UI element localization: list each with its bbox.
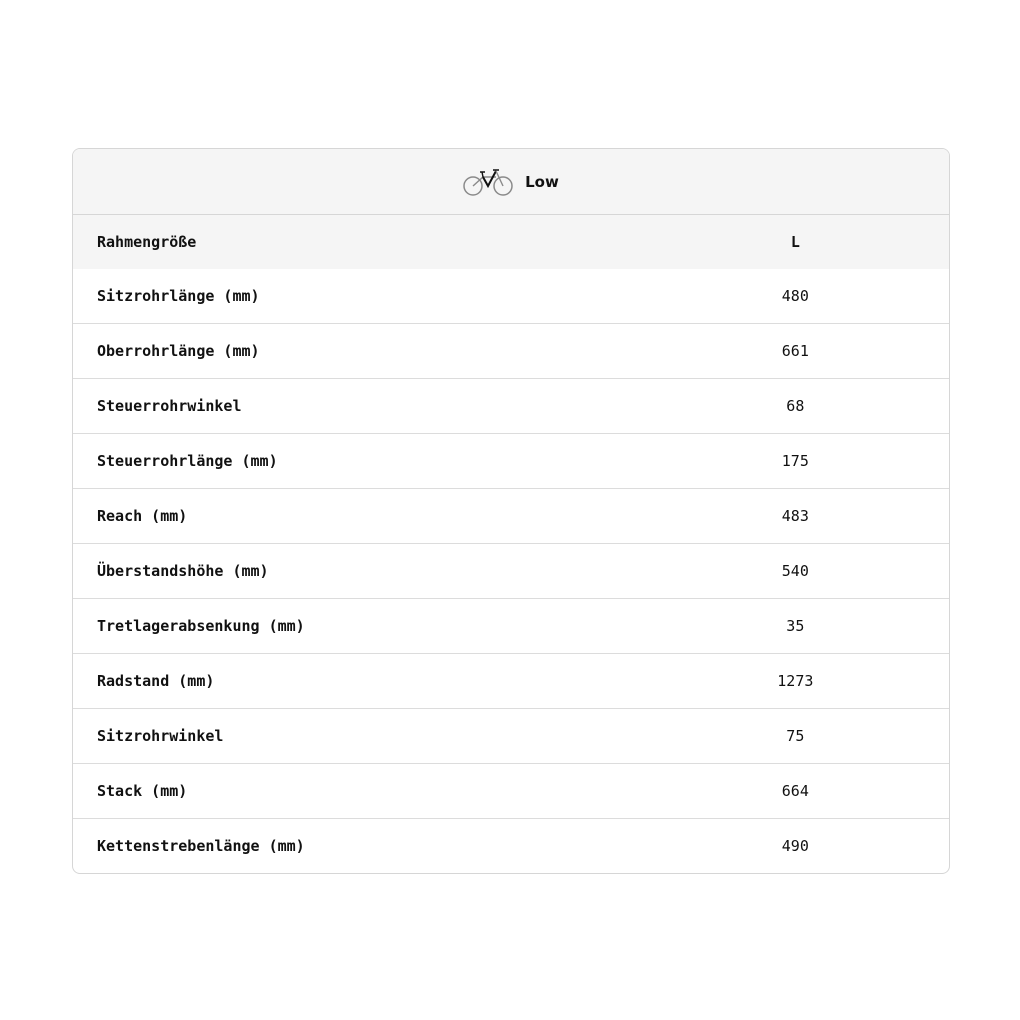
table-row <box>73 819 949 873</box>
row-label: Sitzrohrlänge (mm) <box>97 287 260 305</box>
frame-size-label: Rahmengröße <box>97 233 197 251</box>
row-label: Tretlagerabsenkung (mm) <box>97 617 305 635</box>
table-row <box>73 489 949 544</box>
row-value: 35 <box>786 617 805 635</box>
row-label: Stack (mm) <box>97 782 188 800</box>
row-value: 661 <box>781 342 809 360</box>
table-row <box>73 269 949 324</box>
table-row <box>73 599 949 654</box>
row-label: Oberrohrlänge (mm) <box>97 342 260 360</box>
table-row <box>73 709 949 764</box>
row-value: 1273 <box>777 672 814 690</box>
table-row <box>73 379 949 434</box>
row-value: 483 <box>781 507 809 525</box>
table-row <box>73 654 949 709</box>
row-label: Reach (mm) <box>97 507 188 525</box>
row-label: Steuerrohrlänge (mm) <box>97 452 278 470</box>
row-label: Überstandshöhe (mm) <box>97 562 269 580</box>
table-row <box>73 434 949 489</box>
frame-type-label: Low <box>525 172 559 191</box>
row-label: Steuerrohrwinkel <box>97 397 242 415</box>
frame-size-row <box>73 215 949 269</box>
table-row <box>73 764 949 819</box>
row-value: 480 <box>781 287 809 305</box>
row-label: Kettenstrebenlänge (mm) <box>97 837 305 855</box>
row-label: Radstand (mm) <box>97 672 215 690</box>
geometry-table <box>72 148 950 874</box>
frame-size-value: L <box>790 233 800 251</box>
row-value: 75 <box>786 727 805 745</box>
row-label: Sitzrohrwinkel <box>97 727 224 745</box>
table-row <box>73 324 949 379</box>
bicycle-icon <box>463 167 513 197</box>
row-value: 540 <box>781 562 809 580</box>
row-value: 490 <box>781 837 809 855</box>
table-row <box>73 544 949 599</box>
row-value: 175 <box>781 452 809 470</box>
geometry-table-header[interactable] <box>73 149 949 215</box>
row-value: 664 <box>781 782 809 800</box>
row-value: 68 <box>786 397 805 415</box>
